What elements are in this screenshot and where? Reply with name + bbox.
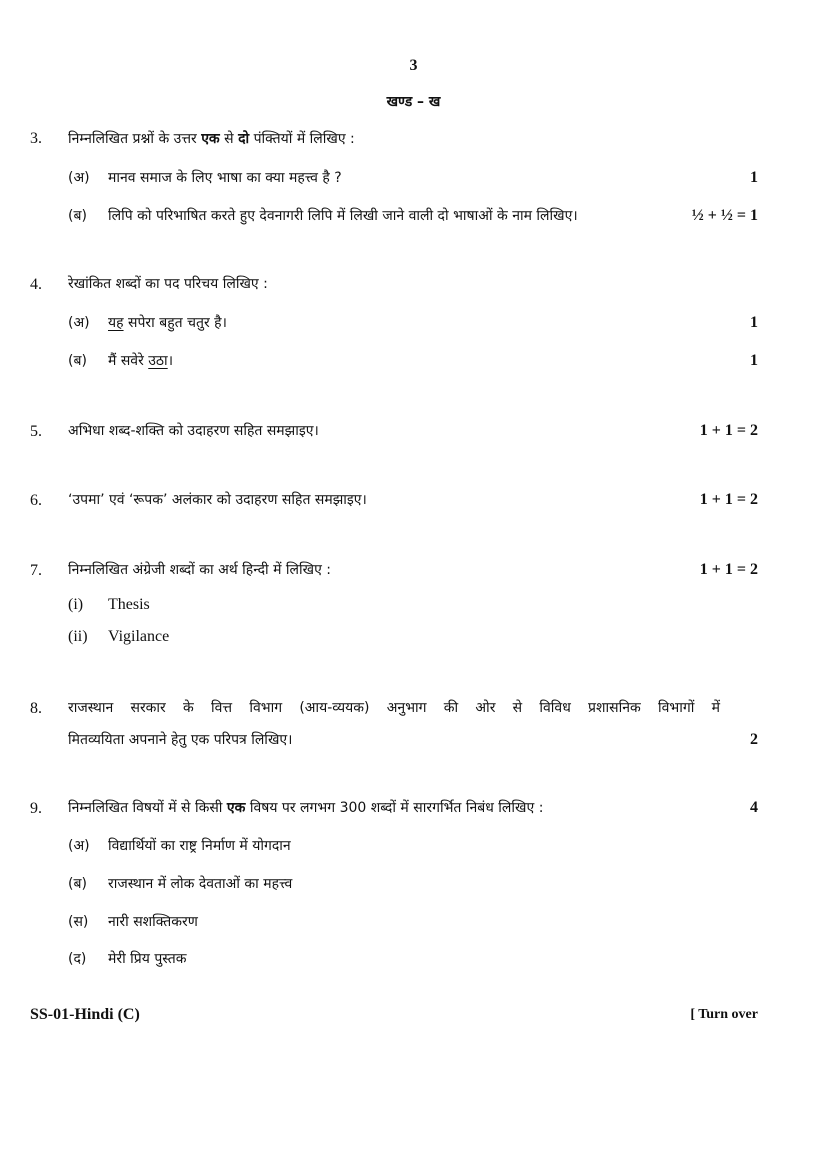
q3-option-a-text: मानव समाज के लिए भाषा का क्या महत्त्व है ? — [108, 170, 342, 186]
q8-marks: 2 — [750, 731, 758, 748]
question-number-3: 3. — [30, 130, 42, 147]
q7-marks: 1 + 1 = 2 — [699, 561, 758, 578]
q4-b-underlined-word: उठा — [148, 353, 168, 369]
q7-item-ii-label: (ii) — [68, 628, 88, 645]
q3-option-b-text: लिपि को परिभाषित करते हुए देवनागरी लिपि में लिखी जाने वाली दो भाषाओं के नाम लिखिए। — [108, 208, 578, 224]
q3-option-b-label: (ब) — [68, 208, 87, 224]
question-4-text: रेखांकित शब्दों का पद परिचय लिखिए : — [68, 276, 268, 292]
q5-marks: 1 + 1 = 2 — [699, 422, 758, 439]
question-number-9: 9. — [30, 800, 42, 817]
q3-option-a-label: (अ) — [68, 170, 90, 186]
question-number-4: 4. — [30, 276, 42, 293]
q4-option-a-marks: 1 — [750, 314, 758, 331]
q3-option-a-marks: 1 — [750, 169, 758, 186]
q3-text-post: पंक्तियों में लिखिए : — [249, 131, 355, 147]
q4-option-a-label: (अ) — [68, 315, 90, 331]
q7-item-i-label: (i) — [68, 596, 84, 613]
q3-text-mid: से — [219, 131, 239, 147]
q9-bold-ek: एक — [226, 800, 246, 816]
q4-option-b-marks: 1 — [750, 352, 758, 369]
q9-option-c-label: (स) — [68, 914, 89, 930]
q6-marks: 1 + 1 = 2 — [699, 491, 758, 508]
q7-item-ii-text: Vigilance — [108, 628, 170, 645]
q4-a-underlined-word: यह — [108, 315, 124, 331]
q9-text-pre: निम्नलिखित विषयों में से किसी — [68, 800, 227, 816]
turn-over-label: [ Turn over — [690, 1007, 758, 1022]
section-heading: खण्ड – ख — [386, 94, 441, 110]
question-7-text: निम्नलिखित अंग्रेजी शब्दों का अर्थ हिन्दी में लिखिए : — [68, 562, 332, 578]
question-number-8: 8. — [30, 700, 42, 717]
q9-text-post: विषय पर लगभग 300 शब्दों में सारगर्भित निबंध लिखिए : — [245, 800, 544, 816]
question-number-7: 7. — [30, 562, 42, 579]
q9-option-c-text: नारी सशक्तिकरण — [108, 914, 198, 930]
q9-option-b-text: राजस्थान में लोक देवताओं का महत्त्व — [108, 876, 293, 892]
q4-option-a-text — [108, 313, 227, 332]
q9-option-d-label: (द) — [68, 951, 87, 967]
question-8-line-1: राजस्थान सरकार के वित्त विभाग (आय-व्ययक) अनुभाग की ओर से विविध प्रशासनिक विभागों में — [68, 700, 720, 716]
question-number-6: 6. — [30, 492, 42, 509]
q9-marks: 4 — [750, 799, 758, 816]
q9-option-d-text: मेरी प्रिय पुस्तक — [108, 951, 187, 967]
q9-option-b-label: (ब) — [68, 876, 87, 892]
question-5-text: अभिधा शब्द-शक्ति को उदाहरण सहित समझाइए। — [68, 423, 319, 439]
q3-option-b-marks: ½ + ½ = 1 — [691, 207, 758, 224]
q4-option-b-label: (ब) — [68, 353, 87, 369]
question-6-text: ‘उपमा’ एवं ‘रूपक’ अलंकार को उदाहरण सहित समझाइए। — [68, 492, 367, 508]
q3-bold-do: दो — [238, 131, 250, 147]
q7-item-i-text: Thesis — [108, 596, 150, 613]
q9-option-a-label: (अ) — [68, 838, 90, 854]
paper-code: SS-01-Hindi (C) — [30, 1006, 140, 1023]
q4-b-post: । — [167, 353, 173, 369]
q3-bold-ek: एक — [201, 131, 220, 147]
q3-text-pre: निम्नलिखित प्रश्नों के उत्तर — [68, 131, 202, 147]
question-8-line-2: मितव्ययिता अपनाने हेतु एक परिपत्र लिखिए। — [68, 732, 293, 748]
q4-b-pre: मैं सवेरे — [108, 353, 149, 369]
question-9-text — [68, 798, 543, 817]
q9-option-a-text: विद्यार्थियों का राष्ट्र निर्माण में योगदान — [108, 838, 291, 854]
question-3-text — [68, 129, 355, 148]
q4-a-rest: सपेरा बहुत चतुर है। — [123, 315, 227, 331]
page-number: 3 — [409, 57, 418, 74]
q4-option-b-text — [108, 351, 173, 370]
question-number-5: 5. — [30, 423, 42, 440]
